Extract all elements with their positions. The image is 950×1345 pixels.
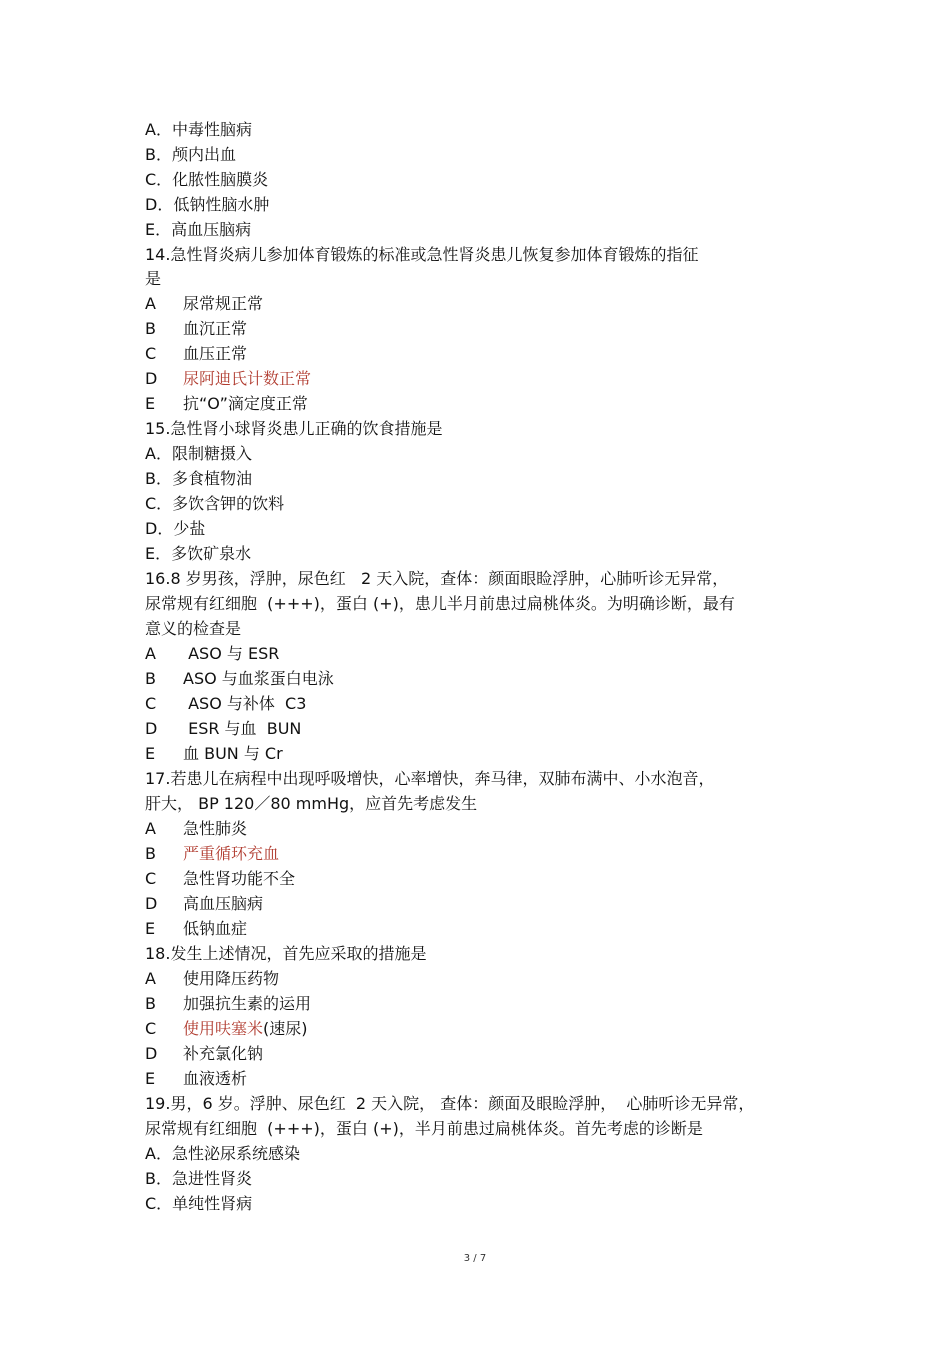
option-text: 使用降压药物	[183, 969, 280, 988]
question-text: 是	[145, 269, 162, 288]
option-letter: A	[145, 294, 156, 313]
option-text: 高血压脑病	[183, 894, 264, 913]
option-line	[145, 694, 306, 714]
option-letter: C	[145, 1019, 157, 1038]
option-line	[145, 919, 247, 939]
option-line: B．急进性肾炎	[145, 1169, 252, 1188]
question-text: 17.若患儿在病程中出现呼吸增快，心率增快，奔马律，双肺布满中、小水泡音，	[145, 769, 715, 788]
question-text: 16.8 岁男孩，浮肿，尿色红 2 天入院，查体：颜面眼睑浮肿，心肺听诊无异常，	[145, 569, 729, 588]
option-line	[145, 319, 247, 339]
option-line: C．多饮含钾的饮料	[145, 494, 285, 513]
option-letter: D	[145, 1044, 158, 1063]
question-text: 肝大， BP 120／80 mmHg，应首先考虑发生	[145, 794, 478, 813]
option-text: 血液透析	[183, 1069, 248, 1088]
option-letter: C	[145, 344, 157, 363]
question-text: 意义的检查是	[145, 619, 242, 638]
option-letter: E	[145, 1069, 156, 1088]
option-text: ASO 与补体 C3	[183, 694, 307, 713]
option-letter: A	[145, 644, 156, 663]
option-text: ASO 与血浆蛋白电泳	[183, 669, 334, 688]
answer-text: 使用呋塞米	[183, 1019, 264, 1038]
question-text: 尿常规有红细胞 (+++)，蛋白 (+)，患儿半月前患过扁桃体炎。为明确诊断，最有	[145, 594, 735, 613]
option-line	[145, 1019, 308, 1039]
option-line: A．急性泌尿系统感染	[145, 1144, 300, 1163]
option-line	[145, 969, 279, 989]
option-letter: E	[145, 744, 156, 763]
option-text: 补充氯化钠	[183, 1044, 264, 1063]
option-line	[145, 669, 334, 689]
option-line: B．颅内出血	[145, 145, 236, 164]
question-text: 15.急性肾小球肾炎患儿正确的饮食措施是	[145, 419, 443, 438]
option-line: C．化脓性脑膜炎	[145, 170, 269, 189]
option-line: C．单纯性肾病	[145, 1194, 253, 1213]
answer-text: 尿阿迪氏计数正常	[183, 369, 312, 388]
option-letter: B	[145, 844, 156, 863]
option-line	[145, 394, 308, 414]
option-line: B．多食植物油	[145, 469, 252, 488]
option-text: 血压正常	[183, 344, 248, 363]
option-line: E．高血压脑病	[145, 220, 252, 239]
option-letter: C	[145, 869, 157, 888]
option-line	[145, 819, 247, 839]
option-line	[145, 744, 283, 764]
question-text: 尿常规有红细胞 (+++)，蛋白 (+)，半月前患过扁桃体炎。首先考虑的诊断是	[145, 1119, 703, 1138]
option-text: 血沉正常	[183, 319, 248, 338]
option-letter: D	[145, 369, 158, 388]
option-line	[145, 719, 301, 739]
option-text: 血 BUN 与 Cr	[183, 744, 283, 763]
option-text: 抗“O”滴定度正常	[183, 394, 308, 413]
option-line	[145, 1069, 247, 1089]
option-text: 尿常规正常	[183, 294, 264, 313]
option-letter: B	[145, 994, 156, 1013]
option-line	[145, 1044, 263, 1064]
option-letter: B	[145, 669, 156, 688]
option-line: A．中毒性脑病	[145, 120, 252, 139]
option-letter: A	[145, 819, 156, 838]
option-line	[145, 994, 311, 1014]
option-line	[145, 344, 247, 364]
option-line: A．限制糖摄入	[145, 444, 252, 463]
answer-text: 严重循环充血	[183, 844, 280, 863]
option-line: D．少盐	[145, 519, 206, 538]
option-letter: C	[145, 694, 157, 713]
option-line	[145, 869, 295, 889]
option-text: ASO 与 ESR	[183, 644, 280, 663]
option-letter: D	[145, 894, 158, 913]
option-suffix: (速尿)	[263, 1019, 308, 1038]
option-letter: A	[145, 969, 156, 988]
question-text: 19.男，6 岁。浮肿、尿色红 2 天入院， 查体：颜面及眼睑浮肿， 心肺听诊无异常，	[145, 1094, 755, 1113]
option-letter: E	[145, 919, 156, 938]
option-letter: B	[145, 319, 156, 338]
page-number: 3 / 7	[463, 1253, 487, 1264]
option-text: 急性肾功能不全	[183, 869, 296, 888]
option-line	[145, 894, 263, 914]
option-line	[145, 844, 279, 864]
question-text: 14.急性肾炎病儿参加体育锻炼的标准或急性肾炎患儿恢复参加体育锻炼的指征	[145, 245, 699, 264]
option-text: ESR 与血 BUN	[183, 719, 302, 738]
option-line	[145, 369, 311, 389]
option-text: 加强抗生素的运用	[183, 994, 312, 1013]
option-letter: D	[145, 719, 158, 738]
option-line: E．多饮矿泉水	[145, 544, 252, 563]
option-line	[145, 294, 263, 314]
question-text: 18.发生上述情况，首先应采取的措施是	[145, 944, 427, 963]
option-text: 低钠血症	[183, 919, 248, 938]
option-letter: E	[145, 394, 156, 413]
option-line: D．低钠性脑水肿	[145, 195, 270, 214]
option-text: 急性肺炎	[183, 819, 248, 838]
option-line	[145, 644, 279, 664]
